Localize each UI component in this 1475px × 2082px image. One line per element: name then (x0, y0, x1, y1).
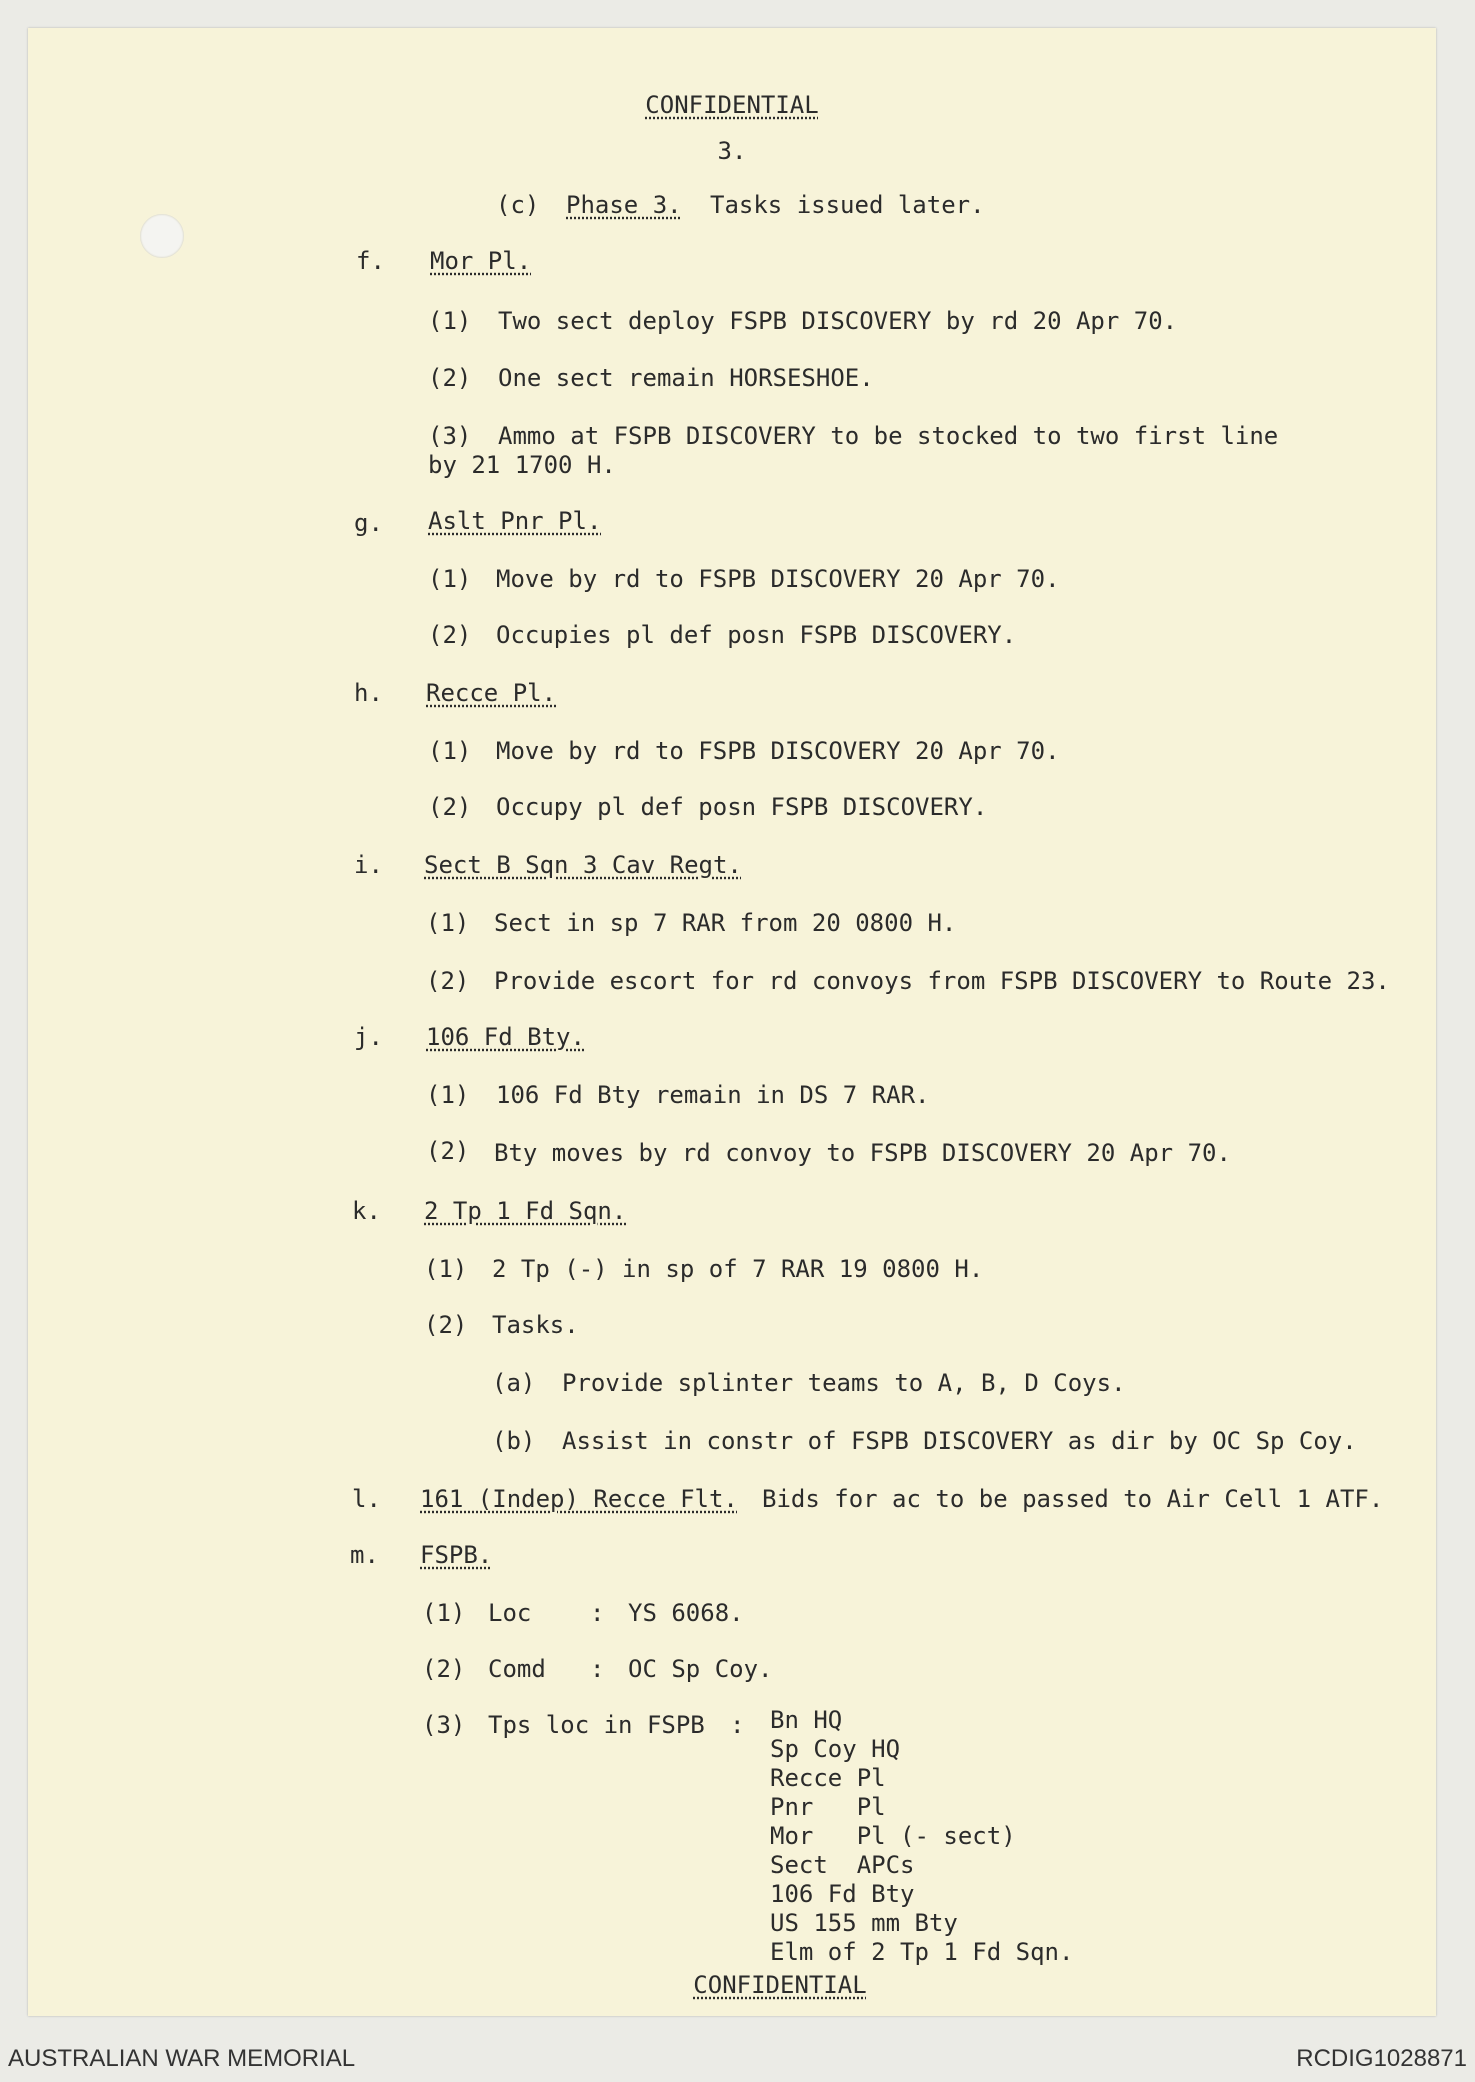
k-subitem-a-num: (a) (492, 1369, 536, 1397)
m-item-2-value: OC Sp Coy. (628, 1655, 773, 1683)
j-item-1-num: (1) (426, 1081, 470, 1109)
troop-item: Sect APCs (770, 1851, 915, 1879)
g-item-2-text: Occupies pl def posn FSPB DISCOVERY. (496, 621, 1017, 649)
section-letter-k: k. (352, 1197, 381, 1225)
section-title-f: Mor Pl. (430, 247, 532, 275)
footer-classification: CONFIDENTIAL (693, 1971, 867, 1999)
phase3-title: Phase 3. (566, 191, 682, 219)
f-item-1-num: (1) (428, 307, 472, 335)
document-body (28, 28, 1436, 2016)
f-item-1-text: Two sect deploy FSPB DISCOVERY by rd 20 Apr 70. (498, 307, 1178, 335)
m-item-1-label: Loc (488, 1599, 532, 1627)
m-item-3-sep: : (730, 1711, 745, 1739)
section-title-m: FSPB. (420, 1541, 493, 1569)
m-item-3-num: (3) (422, 1711, 466, 1739)
k-subitem-a-text: Provide splinter teams to A, B, D Coys. (562, 1369, 1126, 1397)
k-item-1-text: 2 Tp (-) in sp of 7 RAR 19 0800 H. (492, 1255, 984, 1283)
k-item-2-num: (2) (424, 1311, 468, 1339)
j-item-1-text: 106 Fd Bty remain in DS 7 RAR. (496, 1081, 930, 1109)
h-item-2-num: (2) (428, 793, 472, 821)
section-letter-h: h. (354, 679, 383, 707)
m-item-1-value: YS 6068. (628, 1599, 744, 1627)
f-item-2-num: (2) (428, 364, 472, 392)
troop-item: Elm of 2 Tp 1 Fd Sqn. (770, 1938, 1074, 1966)
troop-item: 106 Fd Bty (770, 1880, 915, 1908)
h-item-1-num: (1) (428, 737, 472, 765)
j-item-2-num: (2) (426, 1137, 470, 1165)
institution-label: AUSTRALIAN WAR MEMORIAL (8, 2045, 356, 2072)
troops-list (770, 1706, 1073, 1967)
i-item-2-num: (2) (426, 967, 470, 995)
k-item-1-num: (1) (424, 1255, 468, 1283)
page-number: 3. (717, 137, 747, 165)
m-item-2-num: (2) (422, 1655, 466, 1683)
section-letter-m: m. (350, 1541, 379, 1569)
troop-item: Sp Coy HQ (770, 1735, 901, 1763)
h-item-1-text: Move by rd to FSPB DISCOVERY 20 Apr 70. (496, 737, 1060, 765)
section-title-i: Sect B Sqn 3 Cav Regt. (424, 851, 742, 879)
h-item-2-text: Occupy pl def posn FSPB DISCOVERY. (496, 793, 988, 821)
section-letter-l: l. (352, 1485, 381, 1513)
section-letter-j: j. (354, 1023, 383, 1051)
troop-item: Mor Pl (- sect) (770, 1822, 1016, 1850)
troop-item: Bn HQ (770, 1706, 843, 1734)
i-item-1-num: (1) (426, 909, 470, 937)
document-page (28, 28, 1436, 2016)
g-item-1-num: (1) (428, 565, 472, 593)
f-item-3-num: (3) (428, 422, 472, 450)
phase3-text: Tasks issued later. (710, 191, 985, 219)
f-item-3-text-cont: by 21 1700 H. (428, 451, 616, 479)
k-subitem-b-num: (b) (492, 1427, 536, 1455)
troop-item: Recce Pl (770, 1764, 886, 1792)
f-item-2-text: One sect remain HORSESHOE. (498, 364, 874, 392)
phase3-num: (c) (496, 191, 540, 219)
section-title-h: Recce Pl. (426, 679, 557, 707)
section-letter-f: f. (356, 247, 385, 275)
l-text: Bids for ac to be passed to Air Cell 1 ATF. (762, 1485, 1384, 1513)
j-item-2-text: Bty moves by rd convoy to FSPB DISCOVERY 20 Apr 70. (494, 1139, 1231, 1167)
f-item-3-text: Ammo at FSPB DISCOVERY to be stocked to two first line (498, 422, 1279, 450)
m-item-1-sep: : (590, 1599, 605, 1627)
g-item-2-num: (2) (428, 621, 472, 649)
section-letter-g: g. (354, 509, 383, 537)
record-id: RCDIG1028871 (1296, 2045, 1467, 2072)
troop-item: US 155 mm Bty (770, 1909, 958, 1937)
m-item-1-num: (1) (422, 1599, 466, 1627)
k-item-2-text: Tasks. (492, 1311, 579, 1339)
section-letter-i: i. (354, 851, 383, 879)
section-title-l: 161 (Indep) Recce Flt. (420, 1485, 738, 1513)
m-item-3-label: Tps loc in FSPB (488, 1711, 705, 1739)
section-title-g: Aslt Pnr Pl. (428, 507, 602, 535)
section-title-k: 2 Tp 1 Fd Sqn. (424, 1197, 627, 1225)
i-item-2-text: Provide escort for rd convoys from FSPB DISCOVERY to Route 23. (494, 967, 1390, 995)
m-item-2-label: Comd (488, 1655, 546, 1683)
k-subitem-b-text: Assist in constr of FSPB DISCOVERY as dir by OC Sp Coy. (562, 1427, 1357, 1455)
m-item-2-sep: : (590, 1655, 605, 1683)
i-item-1-text: Sect in sp 7 RAR from 20 0800 H. (494, 909, 957, 937)
g-item-1-text: Move by rd to FSPB DISCOVERY 20 Apr 70. (496, 565, 1060, 593)
section-title-j: 106 Fd Bty. (426, 1023, 585, 1051)
troop-item: Pnr Pl (770, 1793, 886, 1821)
header-classification: CONFIDENTIAL (645, 91, 819, 119)
